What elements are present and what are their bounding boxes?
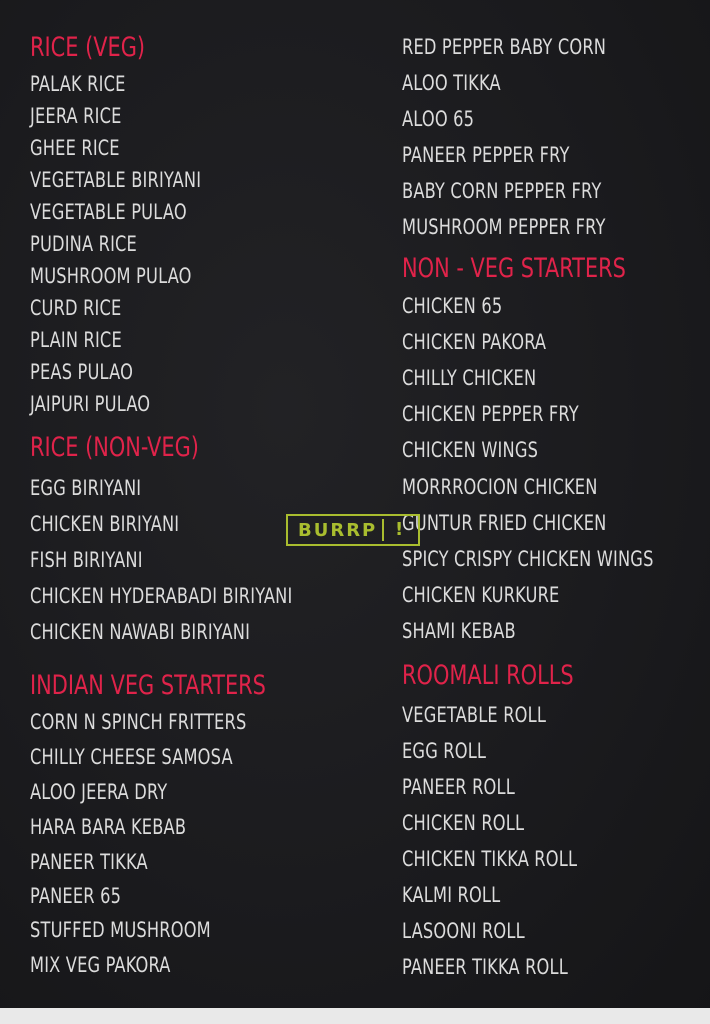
menu-item: CHICKEN PEPPER FRY: [402, 402, 579, 426]
menu-item: CHICKEN HYDERABADI BIRIYANI: [30, 584, 293, 608]
menu-item: CHICKEN 65: [402, 294, 503, 318]
burrp-watermark: [286, 514, 420, 546]
watermark-divider: [382, 519, 384, 541]
menu-item: PANEER ROLL: [402, 775, 515, 799]
section-heading-roomali-rolls: ROOMALI ROLLS: [402, 660, 574, 691]
menu-item: PANEER TIKKA ROLL: [402, 955, 568, 979]
menu-item: CHILLY CHICKEN: [402, 366, 537, 390]
menu-item: ALOO TIKKA: [402, 71, 501, 95]
menu-item: CHICKEN TIKKA ROLL: [402, 847, 578, 871]
menu-item: PANEER 65: [30, 884, 122, 908]
menu-item: PLAIN RICE: [30, 328, 122, 352]
menu-item: JEERA RICE: [30, 104, 122, 128]
menu-item: MIX VEG PAKORA: [30, 953, 171, 977]
watermark-brand: BURRP: [298, 519, 378, 541]
section-heading-non-veg-starters: NON - VEG STARTERS: [402, 253, 626, 284]
menu-item: CHILLY CHEESE SAMOSA: [30, 745, 233, 769]
section-heading-indian-veg-starters: INDIAN VEG STARTERS: [30, 670, 266, 701]
menu-item: GUNTUR FRIED CHICKEN: [402, 511, 607, 535]
menu-item: VEGETABLE PULAO: [30, 200, 187, 224]
page-bottom-edge: [0, 1008, 710, 1024]
menu-item: LASOONI ROLL: [402, 919, 525, 943]
menu-item: SPICY CRISPY CHICKEN WINGS: [402, 547, 654, 571]
menu-item: CHICKEN WINGS: [402, 438, 539, 462]
menu-item: ALOO JEERA DRY: [30, 780, 168, 804]
menu-item: MUSHROOM PEPPER FRY: [402, 215, 606, 239]
menu-item: VEGETABLE ROLL: [402, 703, 547, 727]
menu-item: EGG ROLL: [402, 739, 487, 763]
menu-item: CHICKEN ROLL: [402, 811, 525, 835]
menu-item: CHICKEN PAKORA: [402, 330, 547, 354]
menu-item: ALOO 65: [402, 107, 475, 131]
section-heading-rice-veg: RICE (VEG): [30, 32, 146, 63]
menu-item: CHICKEN KURKURE: [402, 583, 560, 607]
menu-item: PUDINA RICE: [30, 232, 138, 256]
menu-item: PEAS PULAO: [30, 360, 134, 384]
section-heading-rice-non-veg: RICE (NON-VEG): [30, 432, 199, 463]
menu-item: MORRROCION CHICKEN: [402, 475, 598, 499]
menu-item: EGG BIRIYANI: [30, 476, 142, 500]
menu-item: SHAMI KEBAB: [402, 619, 516, 643]
menu-item: KALMI ROLL: [402, 883, 501, 907]
menu-item: CHICKEN BIRIYANI: [30, 512, 180, 536]
menu-item: PANEER PEPPER FRY: [402, 143, 570, 167]
menu-item: PANEER TIKKA: [30, 850, 148, 874]
menu-item: RED PEPPER BABY CORN: [402, 35, 607, 59]
menu-item: VEGETABLE BIRIYANI: [30, 168, 202, 192]
menu-item: JAIPURI PULAO: [30, 392, 151, 416]
menu-item: CHICKEN NAWABI BIRIYANI: [30, 620, 251, 644]
menu-item: FISH BIRIYANI: [30, 548, 143, 572]
watermark-mark: !: [395, 519, 406, 540]
menu-item: HARA BARA KEBAB: [30, 815, 187, 839]
menu-item: PALAK RICE: [30, 72, 126, 96]
menu-item: GHEE RICE: [30, 136, 120, 160]
menu-item: CORN N SPINCH FRITTERS: [30, 710, 247, 734]
menu-item: MUSHROOM PULAO: [30, 264, 192, 288]
menu-item: STUFFED MUSHROOM: [30, 918, 211, 942]
menu-item: CURD RICE: [30, 296, 122, 320]
menu-item: BABY CORN PEPPER FRY: [402, 179, 602, 203]
